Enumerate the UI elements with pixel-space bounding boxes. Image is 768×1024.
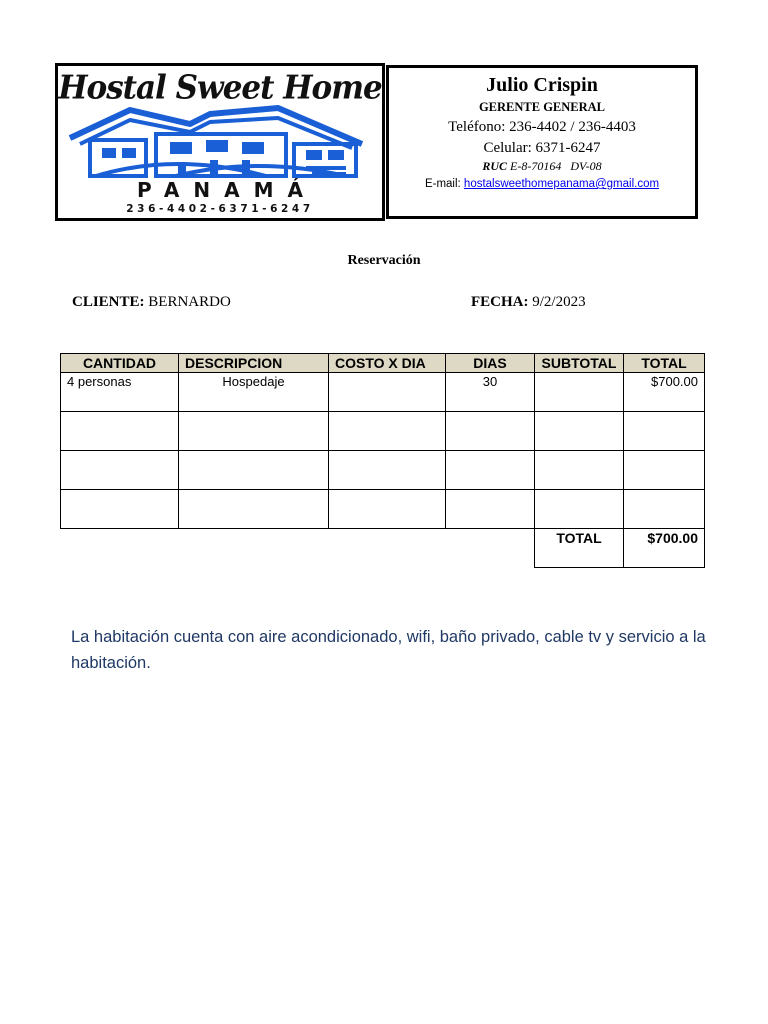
table-header-row: [61, 354, 705, 373]
empty-cell: [61, 529, 179, 568]
cell-costo: [329, 451, 446, 490]
contact-ruc: [389, 159, 695, 174]
logo-title: Hostal Sweet Home: [58, 69, 382, 107]
contact-card: [386, 65, 698, 219]
house-logo-icon: [66, 100, 374, 180]
cell-descripcion: [179, 490, 329, 529]
cell-cantidad: [61, 451, 179, 490]
contact-role: GERENTE GENERAL: [478, 100, 606, 114]
empty-cell: [329, 529, 446, 568]
reservation-table: [60, 353, 705, 568]
grand-total-label: TOTAL: [535, 529, 624, 568]
cell-costo: [329, 412, 446, 451]
contact-cell: Celular: 6371-6247: [483, 140, 601, 156]
cell-descripcion: [179, 412, 329, 451]
logo-phones: 236-4402-6371-6247: [126, 203, 314, 215]
header-subtotal: SUBTOTAL: [535, 354, 624, 373]
contact-email: [389, 178, 695, 190]
table-row: [61, 451, 705, 490]
total-row: [61, 529, 705, 568]
header-dias: DIAS: [446, 354, 535, 373]
table-row: [61, 412, 705, 451]
cell-subtotal: [535, 490, 624, 529]
cell-total: [624, 412, 705, 451]
cell-subtotal: [535, 373, 624, 412]
email-label: E-mail:: [424, 178, 461, 190]
cell-total: [624, 490, 705, 529]
cell-dias: 30: [446, 373, 535, 412]
ruc-value: E-8-70164 DV-08: [510, 159, 602, 173]
cell-costo: [329, 373, 446, 412]
date-label: FECHA:: [471, 294, 529, 310]
date-value: 9/2/2023: [532, 294, 586, 310]
ruc-label: RUC: [482, 159, 508, 173]
header-costo-x-dia: COSTO X DIA: [329, 354, 446, 373]
date-field: [471, 294, 586, 311]
empty-cell: [446, 529, 535, 568]
cell-total: [624, 451, 705, 490]
cell-dias: [446, 412, 535, 451]
cell-descripcion: Hospedaje: [179, 373, 329, 412]
header-cantidad: CANTIDAD: [61, 354, 179, 373]
cell-total: $700.00: [624, 373, 705, 412]
contact-name: Julio Crispin: [486, 74, 598, 96]
cell-dias: [446, 451, 535, 490]
table-row: [61, 373, 705, 412]
client-value: BERNARDO: [148, 294, 231, 310]
contact-phone: Teléfono: 236-4402 / 236-4403: [448, 119, 636, 135]
table-row: [61, 490, 705, 529]
header-descripcion: DESCRIPCION: [179, 354, 329, 373]
cell-descripcion: [179, 451, 329, 490]
hostal-logo: [55, 63, 385, 221]
cell-cantidad: [61, 412, 179, 451]
logo-country: PANAMÁ: [137, 178, 317, 202]
client-field: [72, 294, 231, 311]
header-total: TOTAL: [624, 354, 705, 373]
email-link[interactable]: hostalsweethomepanama@gmail.com: [463, 178, 660, 190]
cell-dias: [446, 490, 535, 529]
client-label: CLIENTE:: [72, 294, 145, 310]
cell-costo: [329, 490, 446, 529]
cell-cantidad: 4 personas: [61, 373, 179, 412]
room-amenities-note: La habitación cuenta con aire acondicionado, wifi, baño privado, cable tv y servicio a la habitación.: [71, 628, 706, 672]
page-title: Reservación: [347, 253, 421, 268]
empty-cell: [179, 529, 329, 568]
cell-cantidad: [61, 490, 179, 529]
grand-total-value: $700.00: [624, 529, 705, 568]
cell-subtotal: [535, 451, 624, 490]
cell-subtotal: [535, 412, 624, 451]
